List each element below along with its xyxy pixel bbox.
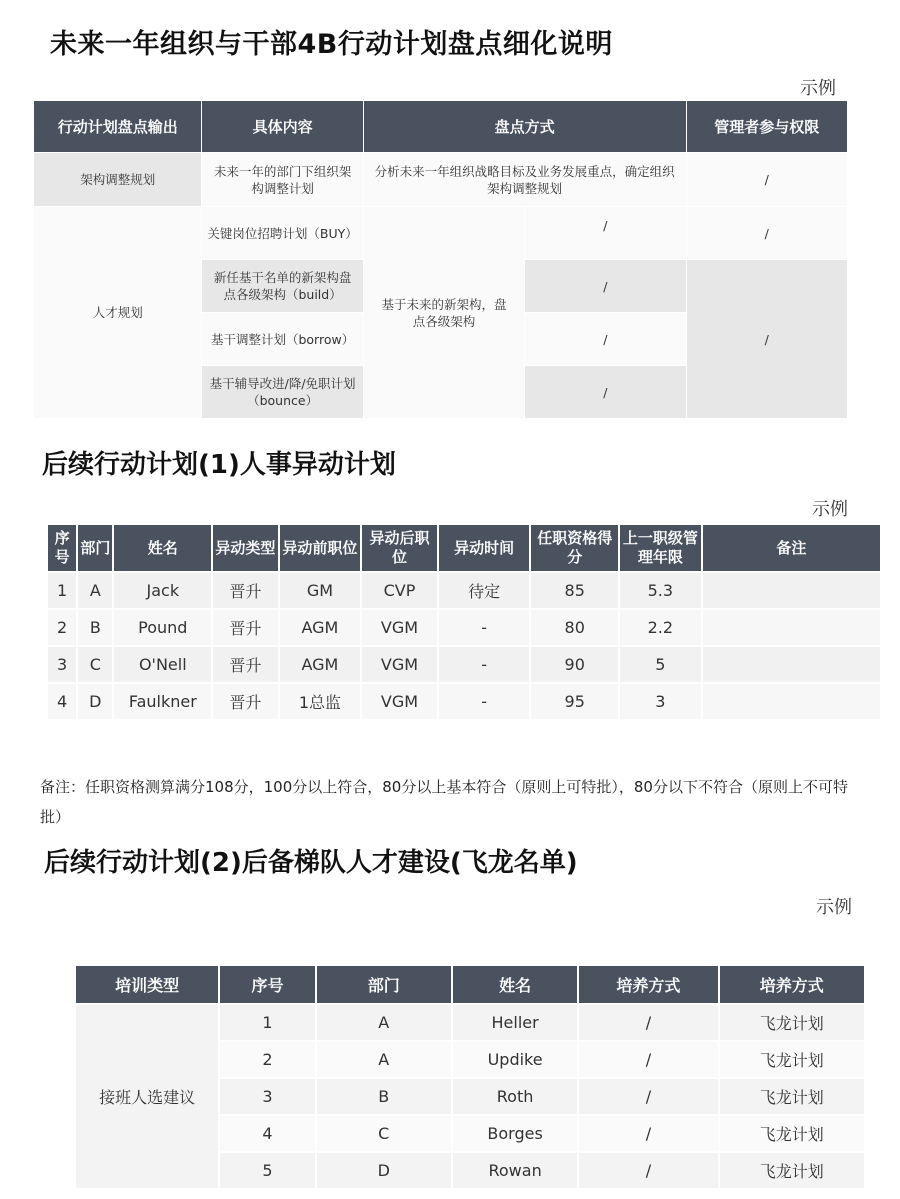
- cell: 晋升: [213, 610, 277, 645]
- table-row: [34, 153, 847, 206]
- cell: 80: [531, 610, 618, 645]
- section-title-succession: 后续行动计划(2)后备梯队人才建设(飞龙名单): [44, 848, 578, 878]
- cell: 3: [48, 647, 76, 682]
- cell: B: [78, 610, 112, 645]
- cell: A: [78, 573, 112, 608]
- header-change-time: 异动时间: [439, 525, 530, 571]
- cell: D: [78, 684, 112, 719]
- example-label-2: 示例: [812, 499, 848, 520]
- table-row: [48, 684, 880, 719]
- cell: Rowan: [453, 1153, 577, 1188]
- cell: 4: [48, 684, 76, 719]
- cell: GM: [280, 573, 361, 608]
- cell: 95: [531, 684, 618, 719]
- table-header-row: [48, 525, 880, 571]
- cell: /: [579, 1116, 717, 1151]
- cell: VGM: [362, 610, 437, 645]
- header-training-type: 培训类型: [76, 966, 218, 1003]
- cell: 2: [220, 1042, 314, 1077]
- cell: D: [317, 1153, 451, 1188]
- cell: 飞龙计划: [720, 1116, 864, 1151]
- header-no: 序号: [220, 966, 314, 1003]
- cell: 85: [531, 573, 618, 608]
- talent-detail-3: /: [525, 313, 685, 365]
- cell: -: [439, 610, 530, 645]
- cell: Heller: [453, 1005, 577, 1040]
- cell: [703, 684, 880, 719]
- example-label-3: 示例: [816, 897, 852, 918]
- cell: [703, 573, 880, 608]
- row-permission: /: [687, 153, 847, 206]
- header-content: 具体内容: [202, 101, 362, 152]
- table-row: [48, 610, 880, 645]
- talent-permission-buy: /: [687, 207, 847, 259]
- cell: 晋升: [213, 573, 277, 608]
- cell: CVP: [362, 573, 437, 608]
- cell: 5: [620, 647, 701, 682]
- cell: 1: [48, 573, 76, 608]
- cell: 90: [531, 647, 618, 682]
- cell: [703, 647, 880, 682]
- cell: 待定: [439, 573, 530, 608]
- header-pre-position: 异动前职位: [280, 525, 361, 571]
- header-qualification-score: 任职资格得分: [531, 525, 618, 571]
- succession-table: [74, 964, 866, 1190]
- table-row: [48, 647, 880, 682]
- talent-detail-1: /: [525, 207, 685, 259]
- cell: 飞龙计划: [720, 1153, 864, 1188]
- cell: A: [317, 1005, 451, 1040]
- cell: 4: [220, 1116, 314, 1151]
- cell: Pound: [114, 610, 211, 645]
- header-method: 盘点方式: [364, 101, 686, 152]
- cell: 飞龙计划: [720, 1079, 864, 1114]
- cell: Updike: [453, 1042, 577, 1077]
- cell: 3: [620, 684, 701, 719]
- cell: VGM: [362, 647, 437, 682]
- cell: 飞龙计划: [720, 1042, 864, 1077]
- cell: B: [317, 1079, 451, 1114]
- cell: /: [579, 1042, 717, 1077]
- talent-content-2: 新任基干名单的新架构盘点各级架构（build）: [202, 260, 362, 312]
- cell: 1总监: [280, 684, 361, 719]
- header-change-type: 异动类型: [213, 525, 277, 571]
- table-row: [76, 1005, 864, 1040]
- talent-content-1: 关键岗位招聘计划（BUY）: [202, 207, 362, 259]
- cell: Borges: [453, 1116, 577, 1151]
- header-name: 姓名: [114, 525, 211, 571]
- header-tenure: 上一职级管理年限: [620, 525, 701, 571]
- cell: [703, 610, 880, 645]
- cell: Faulkner: [114, 684, 211, 719]
- row-output: 架构调整规划: [34, 153, 201, 206]
- talent-content-4: 基干辅导改进/降/免职计划（bounce）: [202, 366, 362, 418]
- cell: 晋升: [213, 684, 277, 719]
- table-row: [34, 207, 847, 259]
- section-title-personnel: 后续行动计划(1)人事异动计划: [42, 450, 396, 480]
- cell: -: [439, 684, 530, 719]
- talent-detail-4: /: [525, 366, 685, 418]
- example-label-1: 示例: [800, 78, 836, 99]
- page-title: 未来一年组织与干部4B行动计划盘点细化说明: [50, 29, 613, 60]
- header-dept: 部门: [317, 966, 451, 1003]
- cell: 2: [48, 610, 76, 645]
- talent-content-3: 基干调整计划（borrow）: [202, 313, 362, 365]
- table-row: [48, 573, 880, 608]
- cell: AGM: [280, 647, 361, 682]
- table-header-row: [76, 966, 864, 1003]
- talent-method: 基于未来的新架构，盘点各级架构: [364, 207, 524, 418]
- talent-detail-2: /: [525, 260, 685, 312]
- cell: /: [579, 1079, 717, 1114]
- header-output: 行动计划盘点输出: [34, 101, 201, 152]
- cell: AGM: [280, 610, 361, 645]
- cell: VGM: [362, 684, 437, 719]
- cell: 2.2: [620, 610, 701, 645]
- cell: Roth: [453, 1079, 577, 1114]
- cell: /: [579, 1005, 717, 1040]
- talent-output: 人才规划: [34, 207, 201, 418]
- cell: Jack: [114, 573, 211, 608]
- cell: -: [439, 647, 530, 682]
- cell: 飞龙计划: [720, 1005, 864, 1040]
- header-cultivation-method: 培养方式: [579, 966, 717, 1003]
- cell: A: [317, 1042, 451, 1077]
- cell: 3: [220, 1079, 314, 1114]
- header-name: 姓名: [453, 966, 577, 1003]
- header-cultivation-method-2: 培养方式: [720, 966, 864, 1003]
- cell: C: [78, 647, 112, 682]
- header-no: 序号: [48, 525, 76, 571]
- action-plan-table: [33, 100, 848, 419]
- header-permission: 管理者参与权限: [687, 101, 847, 152]
- cell: /: [579, 1153, 717, 1188]
- header-dept: 部门: [78, 525, 112, 571]
- row-content: 未来一年的部门下组织架构调整计划: [202, 153, 362, 206]
- score-note: 备注：任职资格测算满分108分，100分以上符合，80分以上基本符合（原则上可特批），80分以下不符合（原则上不可特批）: [40, 778, 848, 826]
- cell: C: [317, 1116, 451, 1151]
- row-method: 分析未来一年组织战略目标及业务发展重点，确定组织架构调整规划: [364, 153, 686, 206]
- cell: 1: [220, 1005, 314, 1040]
- talent-permission-rest: /: [687, 260, 847, 418]
- header-post-position: 异动后职位: [362, 525, 437, 571]
- group-successor: 接班人选建议: [76, 1005, 218, 1188]
- cell: 5.3: [620, 573, 701, 608]
- personnel-change-table: [46, 523, 882, 721]
- cell: O'Nell: [114, 647, 211, 682]
- cell: 晋升: [213, 647, 277, 682]
- cell: 5: [220, 1153, 314, 1188]
- header-remark: 备注: [703, 525, 880, 571]
- table-header-row: [34, 101, 847, 152]
